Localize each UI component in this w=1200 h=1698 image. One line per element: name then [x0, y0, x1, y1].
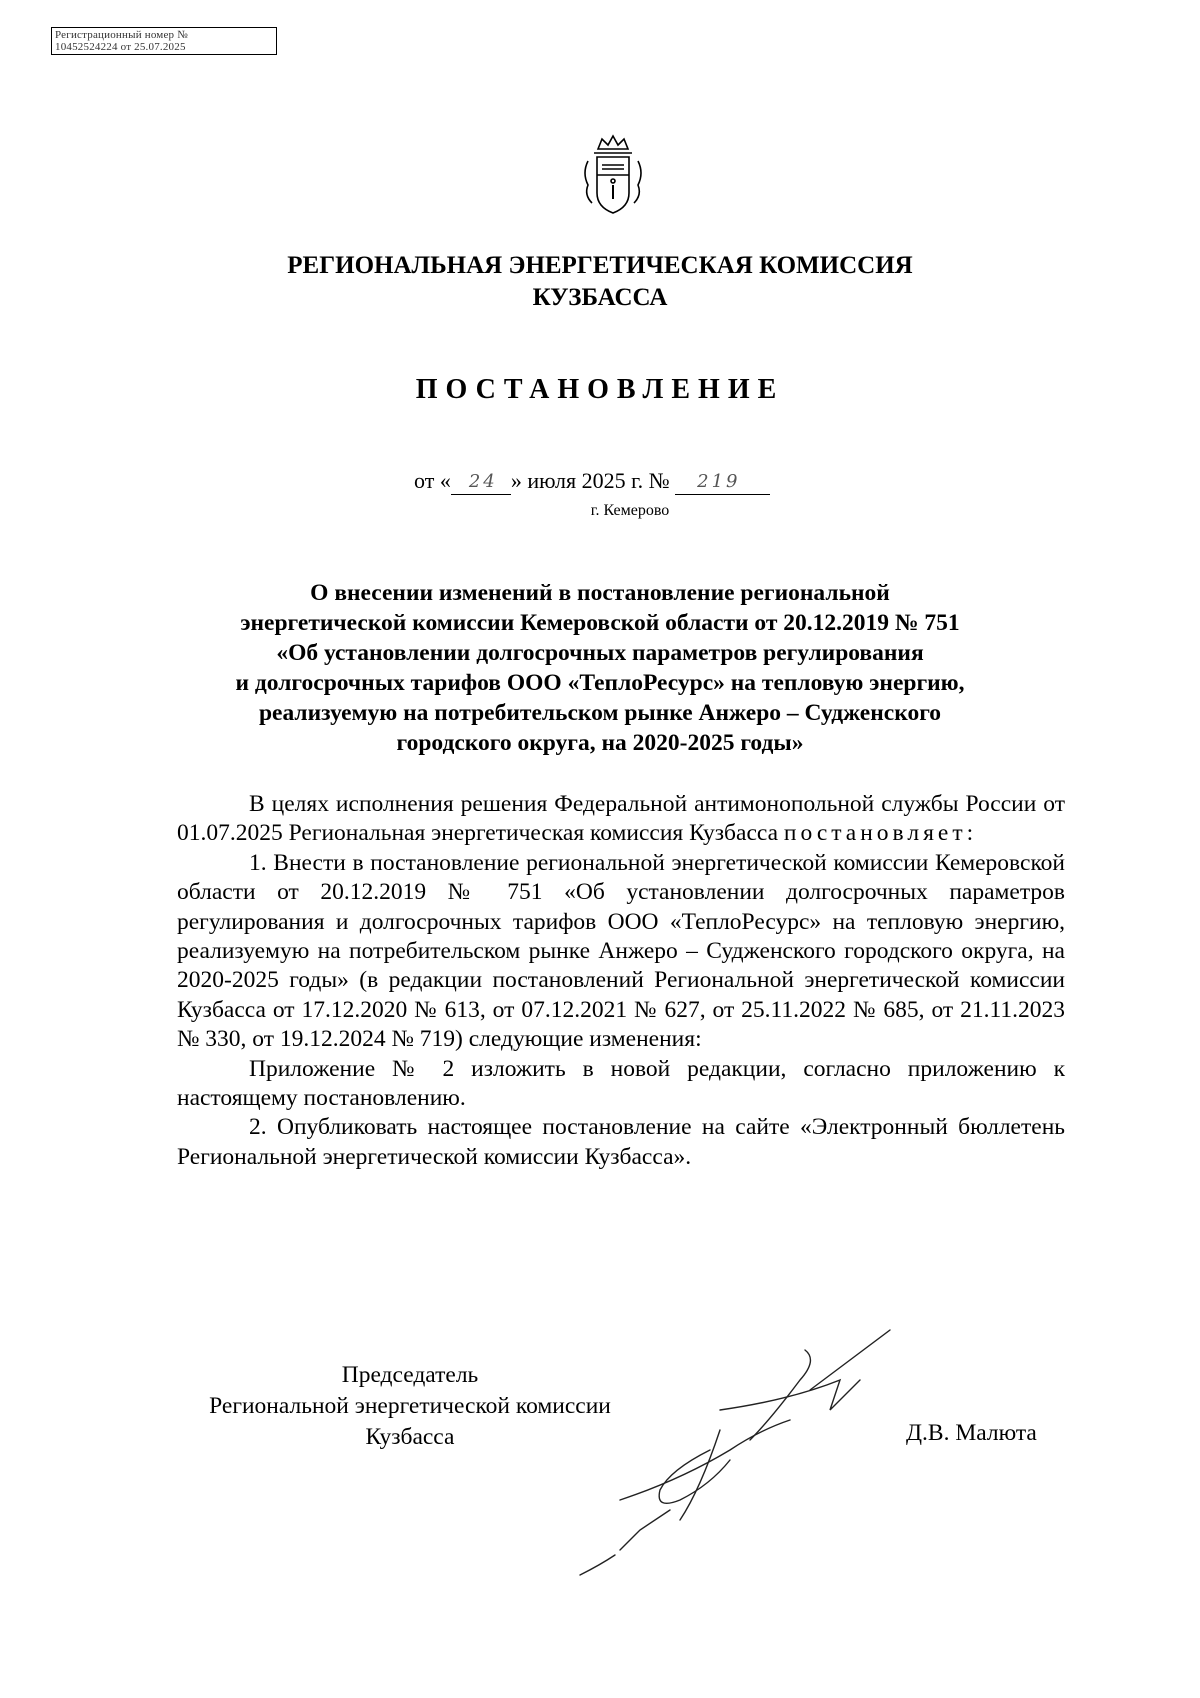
resolves-word: постановляет: — [783, 820, 978, 847]
signatory-title-line-1: Председатель — [341, 1362, 479, 1388]
organization-line-1: РЕГИОНАЛЬНАЯ ЭНЕРГЕТИЧЕСКАЯ КОМИССИЯ — [287, 252, 913, 279]
date-line — [414, 468, 770, 495]
document-subject — [0, 578, 1200, 758]
paragraph-item-1: 1. Внести в постановление региональной энергетической комиссии Кемеровской области от 20.12.2019 № 751 «Об установлении долгосрочных параметров регулирования и долгосрочных тарифов ООО «ТеплоРесурс» на тепловую энергию, реализуемую на потребительском рынке Анжеро – Судженского городского округа, на 2020-2025 годы» (в редакции постановлений Региональной энергетической комиссии Кузбасса от 17.12.2020 № 613, от 07.12.2021 № 627, от 25.11.2022 № 685, от 21.11.2023 № 330, от 19.12.2024 № 719) следующие изменения: — [177, 849, 1065, 1053]
subject-line: городского округа, на 2020-2025 годы» — [396, 730, 804, 756]
organization-line-2: КУЗБАССА — [532, 284, 668, 311]
date-prefix: от « — [414, 468, 451, 493]
coat-of-arms-icon — [580, 133, 646, 219]
number-field — [675, 468, 770, 495]
paragraph-item-2: 2. Опубликовать настоящее постановление на сайте «Электронный бюллетень Региональной энергетической комиссии Кузбасса». — [177, 1114, 1065, 1170]
document-body — [177, 790, 1065, 1172]
registration-line-2: 10452524224 от 25.07.2025 — [55, 41, 186, 53]
registration-stamp — [51, 27, 277, 55]
subject-line: реализуемую на потребительском рынке Анжеро – Судженского — [258, 700, 942, 726]
paragraph-preamble — [177, 790, 1065, 849]
number-handwritten: 219 — [697, 471, 741, 492]
handwritten-signature — [560, 1320, 960, 1590]
document-type: ПОСТАНОВЛЕНИЕ — [415, 374, 785, 405]
subject-line: и долгосрочных тарифов ООО «ТеплоРесурс» на тепловую энергию, — [235, 670, 965, 696]
registration-line-1: Регистрационный номер № — [55, 29, 188, 41]
day-handwritten: 24 — [468, 471, 498, 492]
date-middle: » июля 2025 г. № — [510, 468, 670, 493]
city: г. Кемерово — [590, 502, 670, 519]
signatory-name: Д.В. Малюта — [906, 1420, 1037, 1446]
paragraph-appendix: Приложение № 2 изложить в новой редакции, согласно приложению к настоящему постановлению. — [177, 1055, 1065, 1112]
organization-name — [0, 250, 1200, 314]
day-field — [451, 468, 511, 495]
preamble-text: В целях исполнения решения Федеральной антимонопольной службы России от 01.07.2025 Региональная энергетическая комиссия Кузбасса — [177, 791, 1065, 847]
subject-line: «Об установлении долгосрочных параметров регулирования — [276, 640, 924, 666]
subject-line: О внесении изменений в постановление региональной — [310, 580, 890, 606]
subject-line: энергетической комиссии Кемеровской области от 20.12.2019 № 751 — [240, 610, 960, 636]
signatory-title-line-2: Региональной энергетической комиссии — [209, 1393, 611, 1419]
signatory-title-line-3: Кузбасса — [365, 1424, 455, 1450]
